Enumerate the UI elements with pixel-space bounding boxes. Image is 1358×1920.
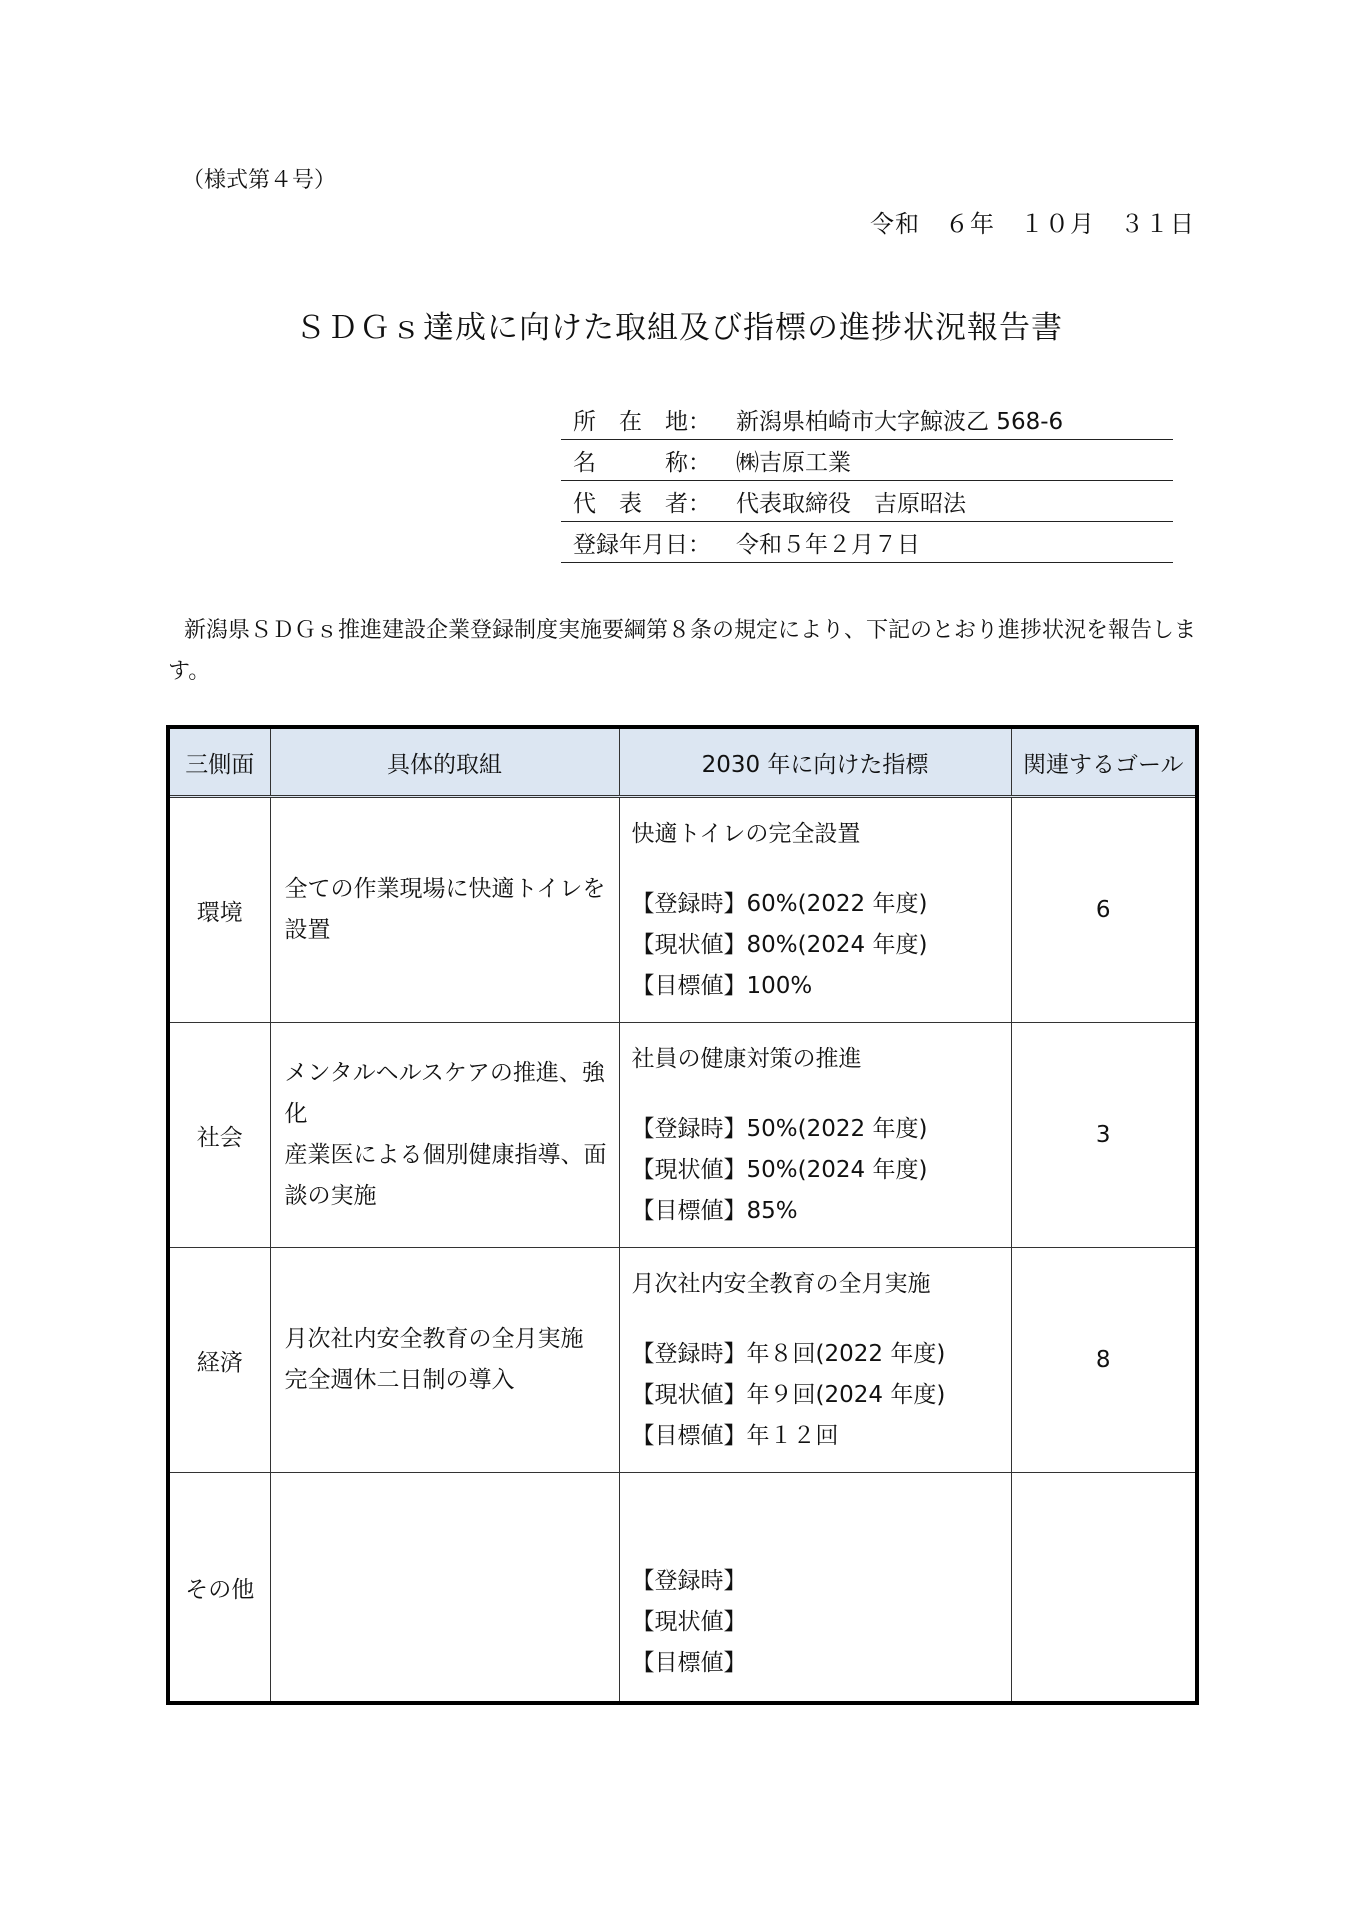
indicator-target: 【目標値】 <box>631 1649 747 1676</box>
initiative-cell <box>270 1248 619 1473</box>
indicator-cell <box>619 1473 1011 1704</box>
indicator-cell <box>619 797 1011 1023</box>
form-number: （様式第４号） <box>182 168 337 193</box>
intro-paragraph: 新潟県ＳＤＧｓ推進建設企業登録制度実施要綱第８条の規定により、下記のとおり進捗状況を報告します。 <box>168 618 1197 684</box>
aspect-cell: 社会 <box>168 1023 270 1248</box>
aspect-cell: 経済 <box>168 1248 270 1473</box>
indicator-title: 社員の健康対策の推進 <box>631 1045 862 1072</box>
indicator-current: 【現状値】80%(2024 年度) <box>631 931 928 958</box>
representative-label: 代 表 者： <box>573 490 711 517</box>
indicator-current: 【現状値】50%(2024 年度) <box>631 1156 928 1183</box>
initiative-cell <box>270 1023 619 1248</box>
address-value: 新潟県柏崎市大字鯨波乙 568-6 <box>736 408 1064 435</box>
company-name-label: 名 称： <box>573 449 711 476</box>
company-name-value: ㈱吉原工業 <box>736 449 851 476</box>
goal-cell: 8 <box>1011 1248 1197 1473</box>
indicator-cell <box>619 1023 1011 1248</box>
header-initiative: 具体的取組 <box>270 727 619 797</box>
address-label: 所 在 地： <box>573 408 711 435</box>
progress-report-table <box>166 725 1199 1705</box>
initiative-line: 全ての作業現場に快適トイレを設置 <box>284 876 606 943</box>
table-row-other <box>168 1473 1197 1704</box>
initiative-line: 産業医による個別健康指導、面談の実施 <box>284 1142 607 1209</box>
initiative-cell <box>270 1473 619 1704</box>
goal-cell: 6 <box>1011 797 1197 1023</box>
indicator-registered: 【登録時】年８回(2022 年度) <box>631 1340 946 1367</box>
indicator-target: 【目標値】年１２回 <box>631 1422 839 1449</box>
indicator-cell <box>619 1248 1011 1473</box>
initiative-line: 月次社内安全教育の全月実施 <box>284 1326 584 1352</box>
table-row-economy <box>168 1248 1197 1473</box>
aspect-cell: その他 <box>168 1473 270 1704</box>
indicator-title: 月次社内安全教育の全月実施 <box>631 1270 931 1297</box>
indicator-registered: 【登録時】60%(2022 年度) <box>631 890 928 917</box>
goal-cell <box>1011 1473 1197 1704</box>
indicator-current: 【現状値】 <box>631 1608 747 1635</box>
document-title: ＳＤＧｓ達成に向けた取組及び指標の進捗状況報告書 <box>295 310 1063 346</box>
header-goal: 関連するゴール <box>1011 727 1197 797</box>
indicator-title: 快適トイレの完全設置 <box>631 820 861 847</box>
indicator-target: 【目標値】100% <box>631 972 813 999</box>
indicator-current: 【現状値】年９回(2024 年度) <box>631 1381 946 1408</box>
initiative-line: 完全週休二日制の導入 <box>284 1367 515 1393</box>
table-row-social <box>168 1023 1197 1248</box>
indicator-registered: 【登録時】 <box>631 1567 747 1594</box>
indicator-title <box>632 1491 1001 1561</box>
header-indicator: 2030 年に向けた指標 <box>619 727 1011 797</box>
header-aspect: 三側面 <box>168 727 270 797</box>
applicant-row-registration-date <box>561 522 1173 563</box>
report-date: 令和 ６年 １０月 ３１日 <box>870 210 1195 238</box>
aspect-cell: 環境 <box>168 797 270 1023</box>
registration-date-value: 令和５年２月７日 <box>736 531 920 558</box>
representative-value: 代表取締役 吉原昭法 <box>736 490 966 517</box>
initiative-line: メンタルヘルスケアの推進、強化 <box>284 1060 605 1127</box>
table-header-row <box>168 727 1197 797</box>
indicator-target: 【目標値】85% <box>631 1197 798 1224</box>
applicant-row-representative <box>561 481 1173 522</box>
goal-cell: 3 <box>1011 1023 1197 1248</box>
indicator-registered: 【登録時】50%(2022 年度) <box>631 1115 928 1142</box>
registration-date-label: 登録年月日： <box>573 531 711 558</box>
initiative-cell <box>270 797 619 1023</box>
table-row-environment <box>168 797 1197 1023</box>
applicant-info <box>561 399 1173 563</box>
applicant-row-address <box>561 399 1173 440</box>
applicant-row-name <box>561 440 1173 481</box>
